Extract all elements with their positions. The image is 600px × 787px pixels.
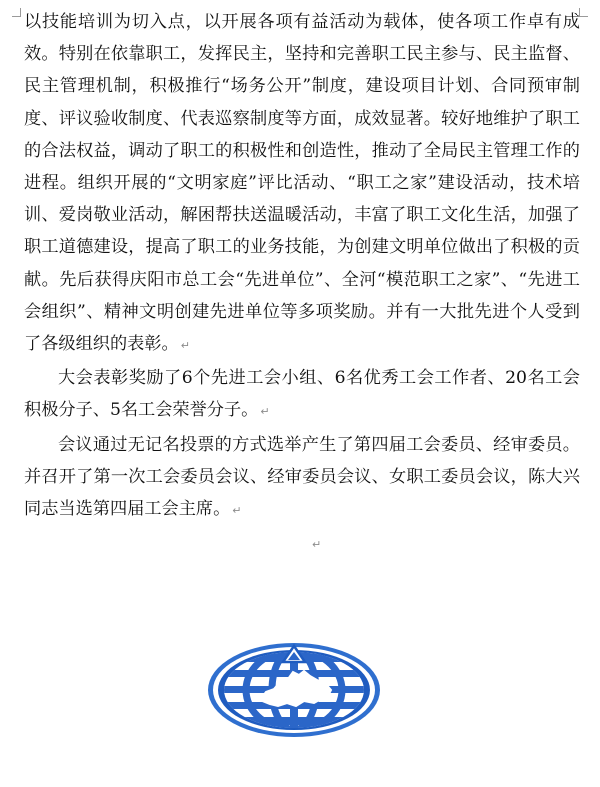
paragraph-mark-icon: ↵ xyxy=(180,339,190,353)
empty-paragraph[interactable] xyxy=(24,527,580,559)
emblem-icon xyxy=(204,640,384,740)
paragraph-text: 以技能培训为切入点，以开展各项有益活动为载体，使各项工作卓有成效。特别在依靠职工，发挥民主，坚持和完善职工民主参与、民主监督、民主管理机制，积极推行“场务公开”制度，建设项目计划、合同预审制度、评议验收制度、代表巡察制度等方面，成效显著。较好地维护了职工的合法权益，调动了职工的积极性和创造性，推动了全局民主管理工作的进程。组织开展的“文明家庭”评比活动、“职工之家”建设活动，技术培训、爱岗敬业活动，解困帮扶送温暖活动，丰富了职工文化生活，加强了职工道德建设，提高了职工的业务技能，为创建文明单位做出了积极的贡献。先后获得庆阳市总工会“先进单位”、全河“模范职工之家”、“先进工会组织”、精神文明创建先进单位等多项奖励。并有一大批先进个人受到了各级组织的表彰。 xyxy=(24,12,580,355)
paragraph-achievements[interactable] xyxy=(24,6,580,362)
document-body xyxy=(24,6,580,559)
paragraph-mark-icon: ↵ xyxy=(260,405,270,419)
paragraph-mark-icon: ↵ xyxy=(232,504,242,518)
paragraph-text: 会议通过无记名投票的方式选举产生了第四届工会委员、经审委员。并召开了第一次工会委员会议、经审委员会议、女职工委员会议，陈大兴同志当选第四届工会主席。 xyxy=(24,434,580,520)
paragraph-text: 大会表彰奖励了6个先进工会小组、6名优秀工会工作者、20名工会积极分子、5名工会荣誉分子。 xyxy=(24,368,580,421)
trade-union-emblem[interactable] xyxy=(204,640,384,740)
paragraph-election[interactable] xyxy=(24,429,580,528)
page-corner-mark-top-right xyxy=(579,8,588,17)
page-corner-mark-top-left xyxy=(12,8,21,17)
paragraph-mark-icon: ↵ xyxy=(312,538,322,552)
paragraph-awards[interactable] xyxy=(24,362,580,428)
